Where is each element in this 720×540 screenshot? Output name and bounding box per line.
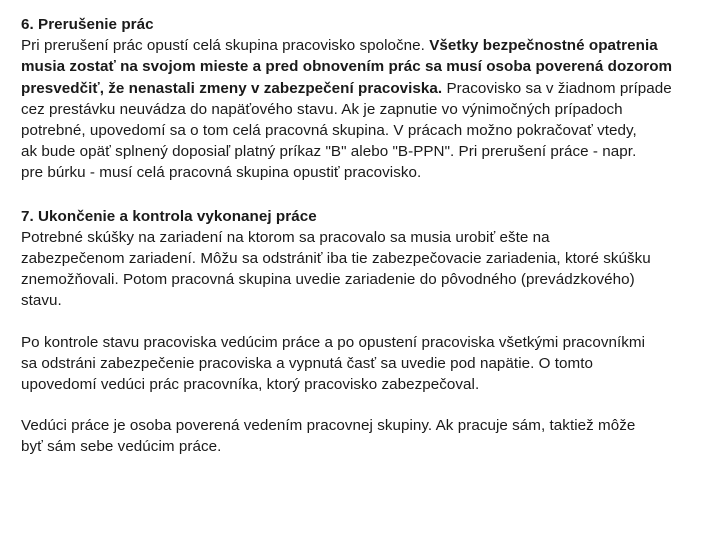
- spacer: [21, 312, 706, 332]
- text-bold: Všetky bezpečnostné opatrenia: [429, 37, 658, 55]
- section-7-line-2: zabezpečenom zariadení. Môžu sa odstrániť iba tie zabezpečovacie zariadenia, ktoré skúšku: [21, 250, 651, 268]
- section-7-line-3: znemožňovali. Potom pracovná skupina uvedie zariadenie do pôvodného (prevádzkového): [21, 271, 635, 289]
- section-7-line-4: stavu.: [21, 292, 62, 310]
- section-6-line-2: musia zostať na svojom mieste a pred obnovením prác sa musí osoba poverená dozorom: [21, 58, 673, 76]
- paragraph-leader: [21, 415, 706, 457]
- section-6-line-1: [21, 35, 706, 56]
- spacer: [21, 395, 706, 415]
- paragraph-leader-line-1: Vedúci práce je osoba poverená vedením pracovnej skupiny. Ak pracuje sám, taktiež môže: [21, 417, 636, 435]
- paragraph-after-check-line-2: sa odstráni zabezpečenie pracoviska a vypnutá časť sa uvedie pod napätie. O tomto: [21, 354, 594, 372]
- spacer: [21, 184, 706, 206]
- paragraph-after-check-line-3: upovedomí vedúci prác pracovníka, ktorý pracovisko zabezpečoval.: [21, 376, 480, 394]
- paragraph-leader-line-2: byť sám sebe vedúcim práce.: [21, 438, 222, 456]
- section-7-line-1: Potrebné skúšky na zariadení na ktorom sa pracovalo sa musia urobiť ešte na: [21, 228, 550, 246]
- text-plain: Pracovisko sa v žiadnom prípade: [442, 79, 672, 97]
- document-page: [21, 14, 706, 458]
- text-bold: presvedčiť, že nenastali zmeny v zabezpečení pracoviska.: [21, 79, 443, 97]
- section-6-line-6: ak bude opäť splnený doposiaľ platný príkaz "B" alebo "B-PPN". Pri prerušení práce - napr.: [21, 143, 637, 161]
- paragraph-after-check: [21, 332, 706, 396]
- section-6-line-5: potrebné, upovedomí sa o tom celá pracovná skupina. V prácach možno pokračovať vtedy,: [21, 122, 637, 140]
- section-7: [21, 206, 706, 312]
- section-6: [21, 14, 706, 184]
- section-6-line-4: cez prestávku neuvádza do napäťového stavu. Ak je zapnutie vo výnimočných prípadoch: [21, 100, 623, 118]
- paragraph-after-check-line-1: Po kontrole stavu pracoviska vedúcim práce a po opustení pracoviska všetkými pracovníkmi: [21, 333, 645, 351]
- section-6-heading: 6. Prerušenie prác: [21, 16, 154, 33]
- section-6-line-7: pre búrku - musí celá pracovná skupina opustiť pracovisko.: [21, 164, 422, 182]
- section-6-line-3: [21, 78, 706, 99]
- section-7-heading: 7. Ukončenie a kontrola vykonanej práce: [21, 207, 317, 225]
- text-plain: Pri prerušení prác opustí celá skupina pracovisko spoločne.: [21, 37, 430, 55]
